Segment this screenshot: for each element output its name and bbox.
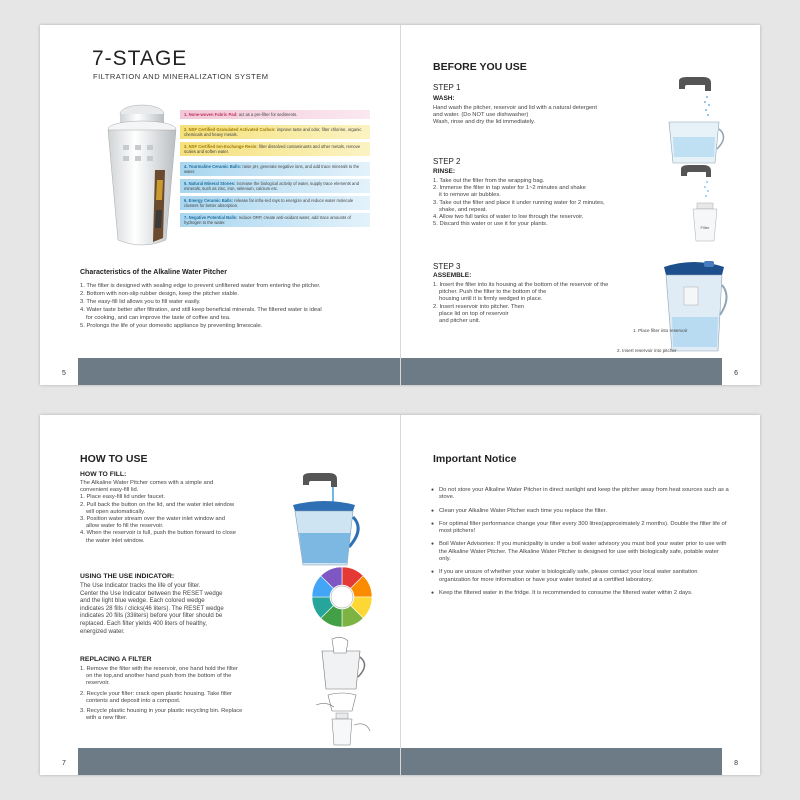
wash-illustration xyxy=(659,77,729,167)
sub-heading: REPLACING A FILTER xyxy=(80,656,152,663)
characteristics-list xyxy=(80,282,380,330)
page-8 xyxy=(400,415,760,775)
list-item: ● Do not store your Alkaline Water Pitcher in direct sunlight and keep the pitcher away from heat sources such as a stove. xyxy=(431,487,729,501)
list-item: 4. Water taste better after filtration, and still keep beneficial minerals. The filtered water is ideal xyxy=(80,307,322,313)
list-item: ● Boil Water Advisories: If you municipality is under a boil water advisory you must boil your water prior to use with the Alkaline Water Pitcher. The Alkaline Water Pitcher is designed for use with biologically safe, potable water only. xyxy=(431,541,727,563)
filter-cartridge-illustration xyxy=(95,100,190,250)
footer-bar xyxy=(78,358,400,385)
footer-bar xyxy=(401,358,722,385)
rinse-illustration xyxy=(669,165,724,245)
step-label: STEP 1 xyxy=(433,83,461,92)
fill-text: The Alkaline Water Pitcher comes with a simple and convenient easy-fill lid. 1. Place easy-fill lid under faucet. 2. Pull back the button on the lid, and the water inlet window will open automatically. 3. Position water stream over the water inlet window and allow water fo fill the reservoir. 4. When the reservoir is full, push the button forward to close the water inlet window. xyxy=(80,480,236,544)
list-item: ● Keep the filtered water in the fridge. It is recommended to consume the filtered water within 2 days. xyxy=(431,589,693,596)
list-item: 1. The filter is designed with sealing edge to prevent unfiltered water from entering the pitcher. xyxy=(80,283,321,289)
step-sub: ASSEMBLE: xyxy=(433,272,472,279)
step-sub: RINSE: xyxy=(433,168,456,175)
caption-insert-reservoir: 2. Insert reservoir into pitcher xyxy=(617,348,677,353)
page-number: 6 xyxy=(734,370,738,377)
list-item: for cooking, and can improve the taste of coffee and tea. xyxy=(86,315,231,321)
indicator-center xyxy=(331,586,353,608)
fill-illustration xyxy=(285,473,365,568)
list-item: 5. Prolongs the life of your domestic appliance by preventing limescale. xyxy=(80,323,263,329)
indicator-text: The Use Indicator tracks the life of your filter. Center the Use Indicator between the RESET wedge and the light blue wedge. Each colored wedge indicates 28 fills / clicks(46 liters). The RESET wedge indicates 20 fills (33liters) before your filter should be replaced. Each filter yields 400 liters of healthy, energized water. xyxy=(80,582,224,635)
replace-filter-illustration xyxy=(312,637,374,749)
page-6 xyxy=(400,25,760,385)
stage-item: 4. Tourmaline Ceramic Balls: raise pH, generate negative ions, and add trace minerals to the water. xyxy=(180,162,370,176)
page-7 xyxy=(40,415,400,775)
filter-label: Filter xyxy=(700,225,710,230)
use-indicator-wheel xyxy=(310,565,374,629)
step-label: STEP 3 xyxy=(433,262,461,271)
assemble-illustration xyxy=(656,257,731,357)
page-title: Important Notice xyxy=(433,453,517,465)
stage-list xyxy=(180,110,370,233)
footer-bar xyxy=(78,748,400,775)
page-number: 7 xyxy=(62,760,66,767)
list-item: 3. The easy-fill lid allows you to fill water easily. xyxy=(80,299,201,305)
stage-item: 3. NSF Certified Ion-Exchange Resin: filter dissolved contaminants and other metals, remove scales and soften water. xyxy=(180,142,370,156)
list-item: 2. Bottom with non-slip rubber design, keep the pitcher stable. xyxy=(80,291,239,297)
replace-text: 1. Remove the filter with the reservoir, one hand hold the filter on the top,and another hand push from the bottom of the reservoir. 2. Recycle your filter: crack open plastic housing. Take filter contents and deposit into a compost. 3. Recycle plastic housing in your plastic recycling bin. Replace with a new filter. xyxy=(80,666,243,722)
stage-item: 1. None-woven Fabric Pad: act as a pre-filter for sediments. xyxy=(180,110,370,119)
step-label: STEP 2 xyxy=(433,157,461,166)
footer-bar xyxy=(401,748,722,775)
stage-item: 2. NSF Certified Granulated Activated Carbon: improve taste and odor, filter chlorine, organic chemicals and heavy metals. xyxy=(180,125,370,139)
page-title: BEFORE YOU USE xyxy=(433,61,527,73)
page-subtitle: FILTRATION AND MINERALIZATION SYSTEM xyxy=(93,72,269,81)
page-number: 8 xyxy=(734,760,738,767)
page-title: HOW TO USE xyxy=(80,453,148,465)
characteristics-heading: Characteristics of the Alkaline Water Pitcher xyxy=(80,269,227,276)
step-sub: WASH: xyxy=(433,95,455,102)
step1-text: Hand wash the pitcher, reservoir and lid with a natural detergent and water. (Do NOT use dishwasher) Wash, rinse and dry the lid immediately. xyxy=(433,105,598,126)
caption-place-filter: 1. Place filter into reservoir xyxy=(633,328,688,333)
page-5 xyxy=(40,25,400,385)
list-item: ● Clean your Alkaline Water Pitcher each time you replace the filter. xyxy=(431,507,607,514)
stage-item: 5. Natural Mineral Stones: increase the biological activity of water, supply trace elements and minerals, such as zinc, iron, selenium, calcium etc. xyxy=(180,179,370,193)
page-number: 5 xyxy=(62,370,66,377)
list-item: ● For optimal filter performance change your filter every 300 litres(approximately 2 months). Double the filter life of most pitchers! xyxy=(431,520,727,535)
spread-top xyxy=(40,25,760,385)
step3-text: 1. Insert the filter into its housing at the bottom of the reservoir of the pitcher. Push the filter to the bottom of the housing until it is firmly wedged in place. 2. Insert reservoir into pitcher. Then place lid on top of reservoir and pitcher unit. xyxy=(433,282,609,325)
sub-heading: HOW TO FILL: xyxy=(80,471,127,478)
list-item: ● If you are unsure of whether your water is biologically safe, please contact your local water sanitation organization for more information or have your water tested at a certified laboratory. xyxy=(431,569,698,583)
stage-item: 6. Energy Ceramic Balls: release far infra-red rays to energize and reduce water molecule clusters for better absorption. xyxy=(180,196,370,210)
stage-item: 7. Negative Potential Balls: reduce ORP, create anti-oxidant water, add trace amounts of hydrogen to the water. xyxy=(180,213,370,227)
spread-bottom xyxy=(40,415,760,775)
notice-list xyxy=(431,487,729,603)
sub-heading: USING THE USE INDICATOR: xyxy=(80,573,175,580)
step2-text: 1. Take out the filter from the wrapping bag. 2. Immerse the filter in tap water for 1~2 minutes and shake it to remove air bubbles. 3. Take out the filter and place it under running water for 2 minutes, shake, and repeat. 4. Allow two full tanks of water to low through the reservoir. 5. Discard this water or use it for your plants. xyxy=(433,178,605,228)
page-title: 7-STAGE xyxy=(92,47,188,70)
